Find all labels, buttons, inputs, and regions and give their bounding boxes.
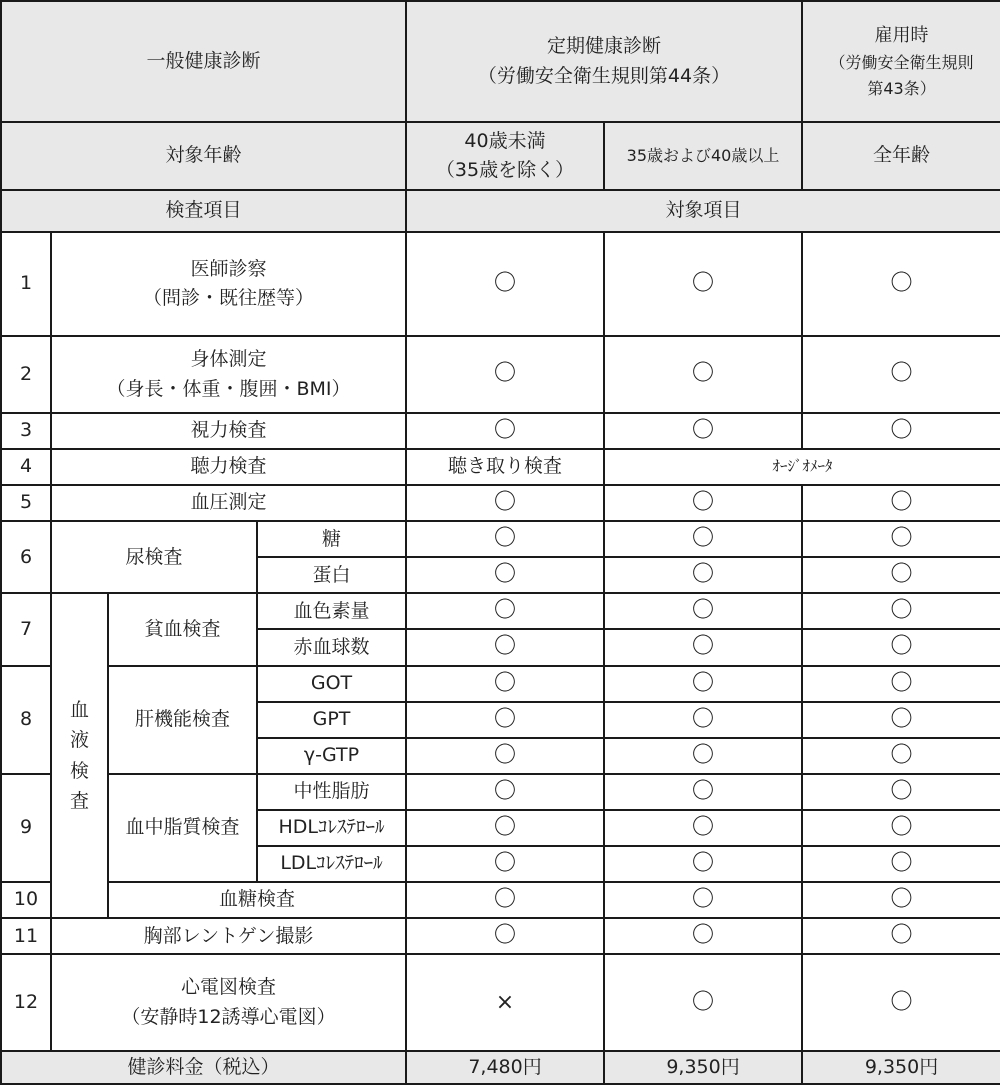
- age-35-and-40-plus-header: 35歳および40歳以上: [604, 122, 802, 190]
- cell-under-40: 〇: [406, 593, 604, 629]
- cell-under-40: 〇: [406, 557, 604, 593]
- table-row: [1, 336, 1000, 413]
- fee-row: [1, 1051, 1000, 1084]
- cell-under-40: 〇: [406, 882, 604, 918]
- sub-item-name: 血色素量: [257, 593, 406, 629]
- cell-under-40: ×: [406, 954, 604, 1051]
- cell-under-40: 〇: [406, 666, 604, 702]
- cell-under-40: 〇: [406, 629, 604, 665]
- cell-35-40-plus: 〇: [604, 918, 802, 954]
- exam-item-name: 身体測定 （身長・体重・腹囲・BMI）: [51, 336, 406, 413]
- exam-item-name: 血圧測定: [51, 485, 406, 521]
- sub-item-name: 蛋白: [257, 557, 406, 593]
- table-row: [1, 918, 1000, 954]
- cell-35-40-plus: 〇: [604, 738, 802, 774]
- row-number: 12: [1, 954, 51, 1051]
- table-row: [1, 413, 1000, 449]
- header-row-age: [1, 122, 1000, 190]
- sub-item-name: 赤血球数: [257, 629, 406, 665]
- row-number: 6: [1, 521, 51, 593]
- cell-35-40-plus: 〇: [604, 666, 802, 702]
- exam-item-name: 聴力検査: [51, 449, 406, 485]
- exam-items-label: 検査項目: [1, 190, 406, 232]
- sub-item-name: GPT: [257, 702, 406, 738]
- target-items-label: 対象項目: [406, 190, 1000, 232]
- cell-all-ages: 〇: [802, 882, 1000, 918]
- cell-35-40-plus: 〇: [604, 846, 802, 882]
- sub-item-name: HDLｺﾚｽﾃﾛｰﾙ: [257, 810, 406, 846]
- general-checkup-header: 一般健康診断: [1, 1, 406, 122]
- cell-under-40: 〇: [406, 774, 604, 810]
- cell-35-40-plus: 〇: [604, 593, 802, 629]
- cell-35-40-plus: 〇: [604, 702, 802, 738]
- cell-under-40: 〇: [406, 232, 604, 336]
- cell-all-ages: 〇: [802, 557, 1000, 593]
- row-number: 9: [1, 774, 51, 882]
- table-row: [1, 954, 1000, 1051]
- periodic-checkup-header: 定期健康診断 （労働安全衛生規則第44条）: [406, 1, 802, 122]
- cell-all-ages: 〇: [802, 593, 1000, 629]
- row-number: 4: [1, 449, 51, 485]
- row-number: 8: [1, 666, 51, 774]
- cell-all-ages: 〇: [802, 666, 1000, 702]
- cell-under-40: 〇: [406, 918, 604, 954]
- fee-35-40-plus: 9,350円: [604, 1051, 802, 1084]
- sub-item-name: 中性脂肪: [257, 774, 406, 810]
- row-number: 2: [1, 336, 51, 413]
- cell-35-40-plus: 〇: [604, 629, 802, 665]
- table-row: [1, 232, 1000, 336]
- sub-item-name: GOT: [257, 666, 406, 702]
- cell-35-40-plus: 〇: [604, 774, 802, 810]
- table-row: [1, 666, 1000, 702]
- cell-all-ages: 〇: [802, 702, 1000, 738]
- exam-item-name: 視力検査: [51, 413, 406, 449]
- fee-label: 健診料金（税込）: [1, 1051, 406, 1084]
- cell-35-40-plus: 〇: [604, 954, 802, 1051]
- cell-all-ages: 〇: [802, 232, 1000, 336]
- exam-item-name: 胸部レントゲン撮影: [51, 918, 406, 954]
- exam-item-name: 医師診察 （問診・既往歴等）: [51, 232, 406, 336]
- cell-all-ages: 〇: [802, 954, 1000, 1051]
- cell-35-40-plus: 〇: [604, 413, 802, 449]
- cell-under-40: 〇: [406, 738, 604, 774]
- header-row-exam-type: [1, 1, 1000, 122]
- row-number: 5: [1, 485, 51, 521]
- cell-all-ages: 〇: [802, 774, 1000, 810]
- exam-item-name: 尿検査: [51, 521, 257, 593]
- cell-35-40-plus: 〇: [604, 557, 802, 593]
- table-row: [1, 485, 1000, 521]
- table-row: [1, 449, 1000, 485]
- sub-item-name: LDLｺﾚｽﾃﾛｰﾙ: [257, 846, 406, 882]
- target-age-label: 対象年齢: [1, 122, 406, 190]
- age-all-header: 全年齢: [802, 122, 1000, 190]
- cell-all-ages: 〇: [802, 810, 1000, 846]
- cell-all-ages: 〇: [802, 485, 1000, 521]
- exam-item-name: 心電図検査 （安静時12誘導心電図）: [51, 954, 406, 1051]
- row-number: 3: [1, 413, 51, 449]
- age-under-40-header: 40歳未満 （35歳を除く）: [406, 122, 604, 190]
- cell-all-ages: 〇: [802, 629, 1000, 665]
- cell-35-40-plus: 〇: [604, 810, 802, 846]
- cell-under-40: 〇: [406, 485, 604, 521]
- cell-35-40-plus: 〇: [604, 521, 802, 557]
- cell-all-ages: 〇: [802, 413, 1000, 449]
- fee-all-ages: 9,350円: [802, 1051, 1000, 1084]
- cell-all-ages: 〇: [802, 918, 1000, 954]
- row-number: 1: [1, 232, 51, 336]
- cell-all-ages: 〇: [802, 336, 1000, 413]
- cell-all-ages: 〇: [802, 738, 1000, 774]
- cell-35-40-plus: 〇: [604, 232, 802, 336]
- cell-under-40: 聴き取り検査: [406, 449, 604, 485]
- cell-under-40: 〇: [406, 521, 604, 557]
- cell-under-40: 〇: [406, 336, 604, 413]
- cell-under-40: 〇: [406, 702, 604, 738]
- cell-under-40: 〇: [406, 846, 604, 882]
- table-row: [1, 521, 1000, 557]
- exam-item-name: 肝機能検査: [108, 666, 257, 774]
- fee-under-40: 7,480円: [406, 1051, 604, 1084]
- exam-item-name: 血糖検査: [108, 882, 406, 918]
- cell-audiometer: ｵｰｼﾞｵﾒｰﾀ: [604, 449, 1000, 485]
- table-row: [1, 882, 1000, 918]
- exam-item-name: 貧血検査: [108, 593, 257, 665]
- cell-under-40: 〇: [406, 413, 604, 449]
- cell-all-ages: 〇: [802, 846, 1000, 882]
- hiring-checkup-header: 雇用時 （労働安全衛生規則 第43条）: [802, 1, 1000, 122]
- header-row-items: [1, 190, 1000, 232]
- cell-under-40: 〇: [406, 810, 604, 846]
- cell-35-40-plus: 〇: [604, 485, 802, 521]
- cell-all-ages: 〇: [802, 521, 1000, 557]
- blood-test-group-label: 血 液 検 査: [51, 593, 108, 918]
- table-row: [1, 593, 1000, 629]
- row-number: 10: [1, 882, 51, 918]
- table-row: [1, 774, 1000, 810]
- row-number: 7: [1, 593, 51, 665]
- cell-35-40-plus: 〇: [604, 882, 802, 918]
- sub-item-name: 糖: [257, 521, 406, 557]
- cell-35-40-plus: 〇: [604, 336, 802, 413]
- exam-item-name: 血中脂質検査: [108, 774, 257, 882]
- row-number: 11: [1, 918, 51, 954]
- sub-item-name: γ-GTP: [257, 738, 406, 774]
